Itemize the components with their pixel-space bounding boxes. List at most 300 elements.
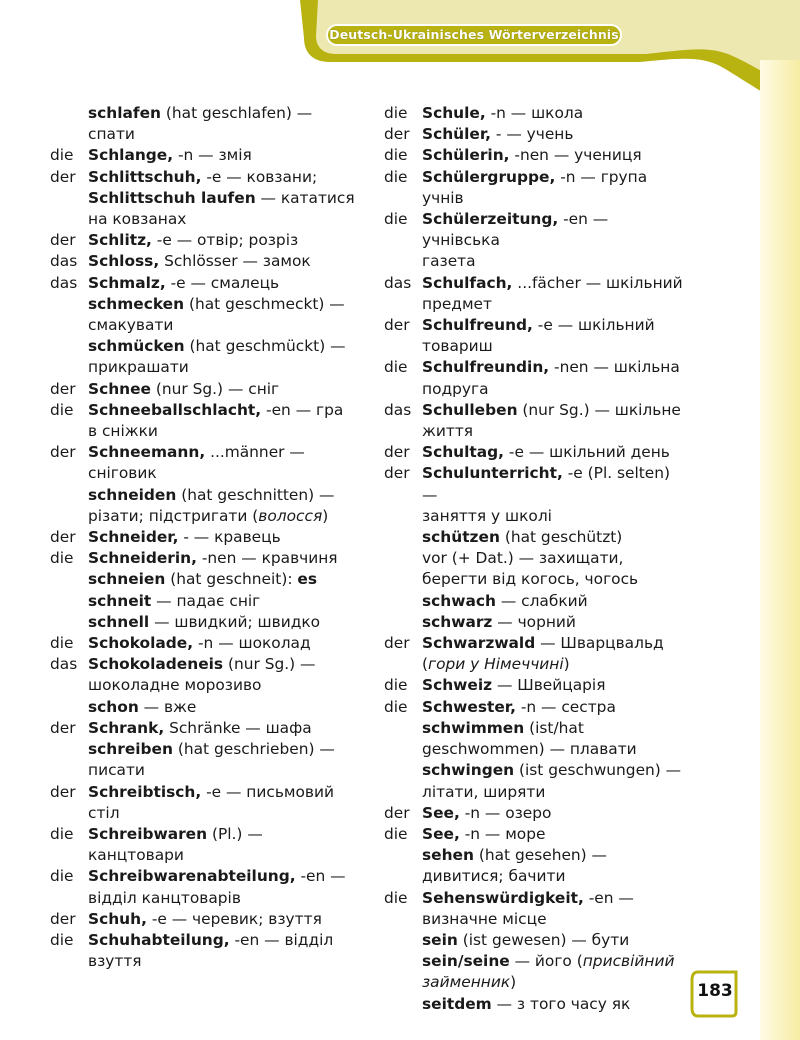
entry-continuation: vor (+ Dat.) — захищати,: [422, 549, 624, 568]
entry-definition: — швидкий; швидко: [149, 612, 321, 631]
entry-continuation: сніговик: [88, 464, 157, 483]
entry-definition: -nen — учениця: [509, 146, 642, 165]
dictionary-entry: [50, 866, 360, 908]
entry-line: [88, 569, 360, 590]
entry-article: der: [384, 634, 410, 653]
entry-continuation: товариш: [422, 337, 493, 356]
dictionary-entry: [50, 824, 360, 866]
entry-headword: seitdem: [422, 994, 492, 1013]
entry-headword: Schneider,: [88, 528, 179, 547]
dictionary-entry: [384, 888, 684, 930]
entry-headword: Schokolade,: [88, 634, 194, 653]
entry-article: die: [50, 930, 74, 949]
entry-line: [422, 951, 684, 972]
entry-headword: schwach: [422, 591, 496, 610]
dictionary-entry: [50, 442, 360, 484]
entry-definition: Schränke — шафа: [164, 718, 312, 737]
entry-definition: -en — гра: [261, 400, 344, 419]
entry-article: [50, 188, 88, 230]
entry-line: [422, 824, 684, 845]
entry-definition: -e — отвір; розріз: [151, 231, 299, 250]
dictionary-entry: [50, 548, 360, 569]
entry-definition: (ist geschwungen) —: [514, 761, 682, 780]
entry-text: [88, 718, 360, 739]
entry-article: der: [50, 528, 76, 547]
entry-italic-note: займенник: [422, 973, 511, 992]
entry-article: [50, 569, 88, 611]
entry-headword: Schule,: [422, 104, 486, 122]
entry-text: [422, 591, 684, 612]
entry-definition: (Pl.) —: [207, 824, 263, 843]
entry-line: [88, 548, 360, 569]
entry-headword: See,: [422, 824, 460, 843]
left-column: [50, 103, 360, 972]
entry-line: [88, 336, 360, 357]
entry-definition: — чорний: [492, 612, 576, 631]
entry-headword: sehen: [422, 846, 474, 865]
entry-continuation: газета: [422, 252, 476, 271]
entry-headword: schwingen: [422, 761, 515, 780]
entry-continuation: в сніжки: [88, 422, 158, 441]
entry-article: der: [50, 718, 76, 737]
entry-article: [50, 485, 88, 527]
dictionary-entry: [50, 739, 360, 781]
entry-text: [422, 845, 684, 887]
entry-text: [88, 251, 360, 272]
entry-continuation: визначне місце: [422, 909, 547, 928]
entry-headword: Schülerin,: [422, 146, 510, 165]
dictionary-entry: [384, 273, 684, 315]
entry-definition: -n — шоколад: [193, 634, 311, 653]
entry-definition: — кататися: [255, 188, 355, 207]
entry-headword: Schmalz,: [88, 273, 166, 292]
page-number-badge: [690, 968, 740, 1018]
dictionary-entry: [50, 294, 360, 336]
entry-headword: Schulfreundin,: [422, 358, 550, 377]
entry-line: [88, 930, 360, 951]
entry-line: [422, 633, 684, 654]
entry-text: [88, 336, 360, 378]
entry-line: [88, 379, 360, 400]
dictionary-entry: [384, 803, 684, 824]
entry-headword: schnell: [88, 612, 150, 631]
dictionary-entry: [384, 675, 684, 696]
entry-article: die: [384, 104, 408, 122]
entry-definition: ...fächer — шкільний: [512, 273, 683, 292]
entry-definition: — вже: [138, 697, 197, 716]
entry-headword: schlafen: [88, 104, 161, 122]
right-margin-strip: [760, 60, 800, 1040]
entry-text: [422, 612, 684, 633]
entry-definition: ): [510, 973, 517, 992]
entry-article: der: [50, 782, 76, 801]
dictionary-entry: [50, 909, 360, 930]
entry-continuation: писати: [88, 761, 145, 780]
entry-line: [422, 803, 684, 824]
entry-definition: ): [563, 655, 570, 674]
entry-definition: - — учень: [491, 125, 574, 144]
entry-continuation: заняття у школі: [422, 506, 552, 525]
entry-line: [88, 782, 360, 803]
entry-continuation: берегти від когось, чогось: [422, 570, 639, 589]
entry-definition: (hat geschützt): [499, 528, 623, 547]
entry-headword: Schuh,: [88, 909, 147, 928]
dictionary-entry: [384, 718, 684, 760]
dictionary-entry: [50, 485, 360, 527]
entry-article: die: [384, 146, 408, 165]
dictionary-entry: [384, 612, 684, 633]
entry-definition: -n — група: [555, 167, 648, 186]
entry-headword: Schwester,: [422, 697, 516, 716]
entry-text: [422, 675, 684, 696]
entry-line: [88, 294, 360, 315]
entry-headword: Schokoladeneis: [88, 655, 224, 674]
entry-article: [50, 103, 88, 145]
entry-continuation: предмет: [422, 294, 492, 313]
entry-continuation: канцтовари: [88, 846, 184, 865]
entry-continuation: geschwommen) — плавати: [422, 740, 637, 759]
entry-text: [422, 357, 684, 399]
entry-line: [88, 866, 360, 887]
entry-definition: — падає сніг: [151, 591, 261, 610]
dictionary-entry: [50, 379, 360, 400]
entry-headword: sein: [422, 930, 458, 949]
entry-continuation: на ковзанах: [88, 210, 187, 229]
header-banner: [0, 0, 800, 110]
entry-definition: ...männer —: [205, 443, 305, 462]
entry-article: die: [384, 888, 408, 907]
entry-line: [88, 739, 360, 760]
entry-article: die: [50, 549, 74, 568]
entry-line: [88, 591, 360, 612]
entry-text: [422, 824, 684, 845]
entry-definition: -e (Pl. selten) —: [422, 464, 671, 504]
entry-definition: (hat geschlafen) —: [161, 104, 313, 122]
entry-headword: Sehenswürdigkeit,: [422, 888, 584, 907]
dictionary-entry: [384, 167, 684, 209]
entry-definition: (hat geschrieben) —: [172, 740, 335, 759]
dictionary-entry: [384, 463, 684, 527]
entry-headword: schwimmen: [422, 718, 525, 737]
dictionary-entry: [384, 633, 684, 675]
entry-text: [422, 930, 684, 951]
entry-headword: Schlittschuh laufen: [88, 188, 256, 207]
entry-article: der: [50, 231, 76, 250]
entry-line: [422, 888, 684, 909]
entry-definition: (ist/hat: [524, 718, 584, 737]
entry-definition: (hat geschmückt) —: [184, 337, 346, 356]
entry-text: [88, 103, 360, 145]
entry-text: [88, 400, 360, 442]
entry-definition: - — кравець: [178, 528, 281, 547]
entry-italic-note: присвійний: [582, 952, 675, 971]
entry-headword: Schwarzwald: [422, 634, 536, 653]
entry-continuation: взуття: [88, 952, 142, 971]
entry-text: [422, 527, 684, 591]
dictionary-entry: [384, 824, 684, 845]
entry-line: [88, 251, 360, 272]
entry-article: das: [50, 655, 78, 674]
entry-definition: — слабкий: [495, 591, 588, 610]
entry-article: der: [50, 379, 76, 398]
entry-continuation: [422, 654, 684, 675]
entry-line: [422, 103, 684, 124]
entry-article: der: [384, 803, 410, 822]
entry-text: [422, 718, 684, 760]
dictionary-entry: [384, 209, 684, 273]
dictionary-entry: [384, 527, 684, 591]
entry-definition: (: [422, 655, 429, 674]
entry-text: [88, 739, 360, 781]
entry-headword: Schneemann,: [88, 443, 206, 462]
entry-article: der: [50, 909, 76, 928]
entry-article: [384, 591, 422, 612]
entry-article: die: [384, 697, 408, 716]
entry-text: [88, 909, 360, 930]
entry-continuation: прикрашати: [88, 358, 189, 377]
entry-line: [422, 145, 684, 166]
entry-definition: (hat geschmeckt) —: [184, 294, 345, 313]
entry-text: [88, 273, 360, 294]
dictionary-entry: [384, 103, 684, 124]
entry-article: [384, 718, 422, 760]
entry-text: [422, 209, 684, 273]
dictionary-entry: [384, 145, 684, 166]
entry-definition: -e — письмовий: [201, 782, 335, 801]
entry-definition: -e — шкільний день: [504, 443, 670, 462]
entry-text: [88, 188, 360, 230]
entry-line: [422, 124, 684, 145]
entry-line: [422, 591, 684, 612]
dictionary-entry: [50, 633, 360, 654]
entry-text: [88, 485, 360, 527]
entry-headword: Schreibwarenabteilung,: [88, 867, 296, 886]
entry-text: [88, 866, 360, 908]
entry-article: das: [384, 273, 412, 292]
entry-text: [88, 824, 360, 866]
entry-text: [422, 315, 684, 357]
entry-article: [384, 760, 422, 802]
entry-article: der: [384, 316, 410, 335]
dictionary-entry: [384, 442, 684, 463]
entry-headword: Schlitz,: [88, 231, 152, 250]
entry-text: [88, 145, 360, 166]
entry-article: [50, 336, 88, 378]
entry-definition: -n — школа: [485, 104, 584, 122]
entry-line: [422, 718, 684, 739]
entry-headword: See,: [422, 803, 460, 822]
entry-headword: Schloss,: [88, 252, 160, 271]
entry-text: [422, 633, 684, 675]
entry-text: [422, 442, 684, 463]
entry-definition: -e — ковзани;: [201, 167, 318, 186]
page-header-title: Deutsch-Ukrainisches Wörterverzeichnis: [326, 24, 622, 46]
entry-text: [88, 633, 360, 654]
dictionary-entry: [384, 400, 684, 442]
entry-article: die: [50, 146, 74, 165]
entry-definition: -n — море: [459, 824, 546, 843]
entry-article: das: [384, 400, 412, 419]
entry-text: [88, 569, 360, 611]
entry-headword: Schlittschuh,: [88, 167, 202, 186]
entry-line: [88, 824, 360, 845]
entry-text: [88, 612, 360, 633]
entry-article: der: [384, 464, 410, 483]
entry-article: [50, 739, 88, 781]
entry-text: [422, 124, 684, 145]
entry-line: [88, 442, 360, 463]
entry-definition: -nen — кравчиня: [196, 549, 338, 568]
entry-line: [422, 315, 684, 336]
entry-article: [50, 612, 88, 633]
dictionary-entry: [50, 188, 360, 230]
dictionary-entry: [50, 654, 360, 696]
dictionary-entry: [50, 930, 360, 972]
dictionary-entry: [50, 527, 360, 548]
entry-continuation: літати, ширяти: [422, 782, 546, 801]
entry-line: [88, 400, 360, 421]
entry-headword: Schrank,: [88, 718, 165, 737]
dictionary-entry: [50, 697, 360, 718]
entry-text: [422, 167, 684, 209]
entry-definition: -n — змія: [173, 146, 252, 165]
entry-article: die: [384, 824, 408, 843]
entry-article: [50, 294, 88, 336]
entry-line: [88, 718, 360, 739]
entry-article: die: [384, 358, 408, 377]
entry-headword: Schneiderin,: [88, 549, 197, 568]
entry-headword: schneiden: [88, 485, 177, 504]
entry-article: die: [50, 634, 74, 653]
entry-definition: ): [322, 506, 329, 525]
entry-line: [422, 273, 684, 294]
dictionary-entry: [50, 612, 360, 633]
entry-line: [422, 760, 684, 781]
dictionary-entry: [50, 103, 360, 145]
entry-article: [50, 697, 88, 718]
dictionary-entry: [50, 718, 360, 739]
entry-text: [422, 273, 684, 315]
entry-headword: Schüler,: [422, 125, 492, 144]
entry-continuation: дивитися; бачити: [422, 867, 566, 886]
dictionary-entry: [384, 357, 684, 399]
entry-line: [422, 167, 684, 188]
entry-line: [88, 909, 360, 930]
entry-article: [384, 994, 422, 1015]
entry-line: [422, 675, 684, 696]
entry-headword: schwarz: [422, 612, 493, 631]
entry-definition: -en —: [295, 867, 346, 886]
entry-text: [88, 294, 360, 336]
entry-article: der: [384, 125, 410, 144]
dictionary-entry: [50, 273, 360, 294]
right-column: [384, 103, 684, 1015]
dictionary-entry: [50, 251, 360, 272]
entry-headword-extra: schneit: [88, 591, 152, 610]
dictionary-entry: [384, 697, 684, 718]
entry-definition: — Швейцарія: [492, 676, 606, 695]
entry-line: [88, 230, 360, 251]
entry-definition: -e — черевик; взуття: [146, 909, 322, 928]
entry-article: [384, 951, 422, 993]
entry-headword: Schreibwaren: [88, 824, 208, 843]
entry-line: [422, 612, 684, 633]
dictionary-entry: [50, 167, 360, 188]
entry-continuation: стіл: [88, 803, 120, 822]
entry-text: [422, 888, 684, 930]
entry-headword: Schülerzeitung,: [422, 210, 559, 229]
entry-line: [422, 527, 684, 548]
entry-definition: -en —: [583, 888, 634, 907]
entry-definition: -nen — шкільна: [549, 358, 680, 377]
entry-line: [88, 527, 360, 548]
entry-definition: -en — відділ: [229, 930, 334, 949]
entry-line: [88, 697, 360, 718]
entry-headword: Schreibtisch,: [88, 782, 202, 801]
dictionary-entry: [50, 145, 360, 166]
dictionary-entry: [50, 336, 360, 378]
entry-italic-note: волосся: [258, 506, 323, 525]
entry-line: [88, 633, 360, 654]
entry-article: die: [50, 867, 74, 886]
entry-line: [88, 273, 360, 294]
entry-text: [88, 527, 360, 548]
page-number: 183: [697, 981, 733, 1001]
entry-continuation: учнів: [422, 188, 464, 207]
entry-headword: Schneeballschlacht,: [88, 400, 262, 419]
entry-text: [422, 951, 684, 993]
entry-line: [88, 188, 360, 209]
entry-line: [422, 442, 684, 463]
entry-italic-note: гори у Німеччині: [428, 655, 564, 674]
entry-text: [422, 145, 684, 166]
entry-definition: -en — учнівська: [422, 210, 609, 250]
entry-text: [88, 548, 360, 569]
entry-line: [422, 930, 684, 951]
entry-definition: (hat geschnitten) —: [176, 485, 335, 504]
entry-definition: (ist gewesen) — бути: [457, 930, 630, 949]
entry-headword: Schlange,: [88, 146, 174, 165]
entry-line: [422, 209, 684, 251]
entry-continuation: життя: [422, 422, 474, 441]
entry-article: das: [50, 273, 78, 292]
entry-text: [88, 379, 360, 400]
entry-article: [384, 527, 422, 591]
entry-definition: — його (: [509, 952, 583, 971]
entry-line: [422, 400, 684, 421]
dictionary-entry: [50, 400, 360, 442]
entry-article: der: [50, 443, 76, 462]
entry-article: die: [384, 167, 408, 186]
entry-definition: (nur Sg.) —: [223, 655, 316, 674]
entry-definition: Schlösser — замок: [159, 252, 311, 271]
entry-text: [88, 654, 360, 696]
entry-text: [88, 697, 360, 718]
entry-headword: schreiben: [88, 740, 173, 759]
entry-continuation: спати: [88, 125, 135, 144]
entry-definition: (hat gesehen) —: [473, 846, 607, 865]
entry-headword: sein/seine: [422, 952, 510, 971]
entry-article: [384, 612, 422, 633]
entry-definition: (hat geschneit):: [165, 570, 298, 589]
entry-text: [88, 782, 360, 824]
entry-headword: Schuhabteilung,: [88, 930, 230, 949]
entry-headword: schneien: [88, 570, 166, 589]
entry-text: [422, 103, 684, 124]
entry-line: [422, 357, 684, 378]
dictionary-entry: [384, 315, 684, 357]
entry-continuation: [88, 506, 360, 527]
